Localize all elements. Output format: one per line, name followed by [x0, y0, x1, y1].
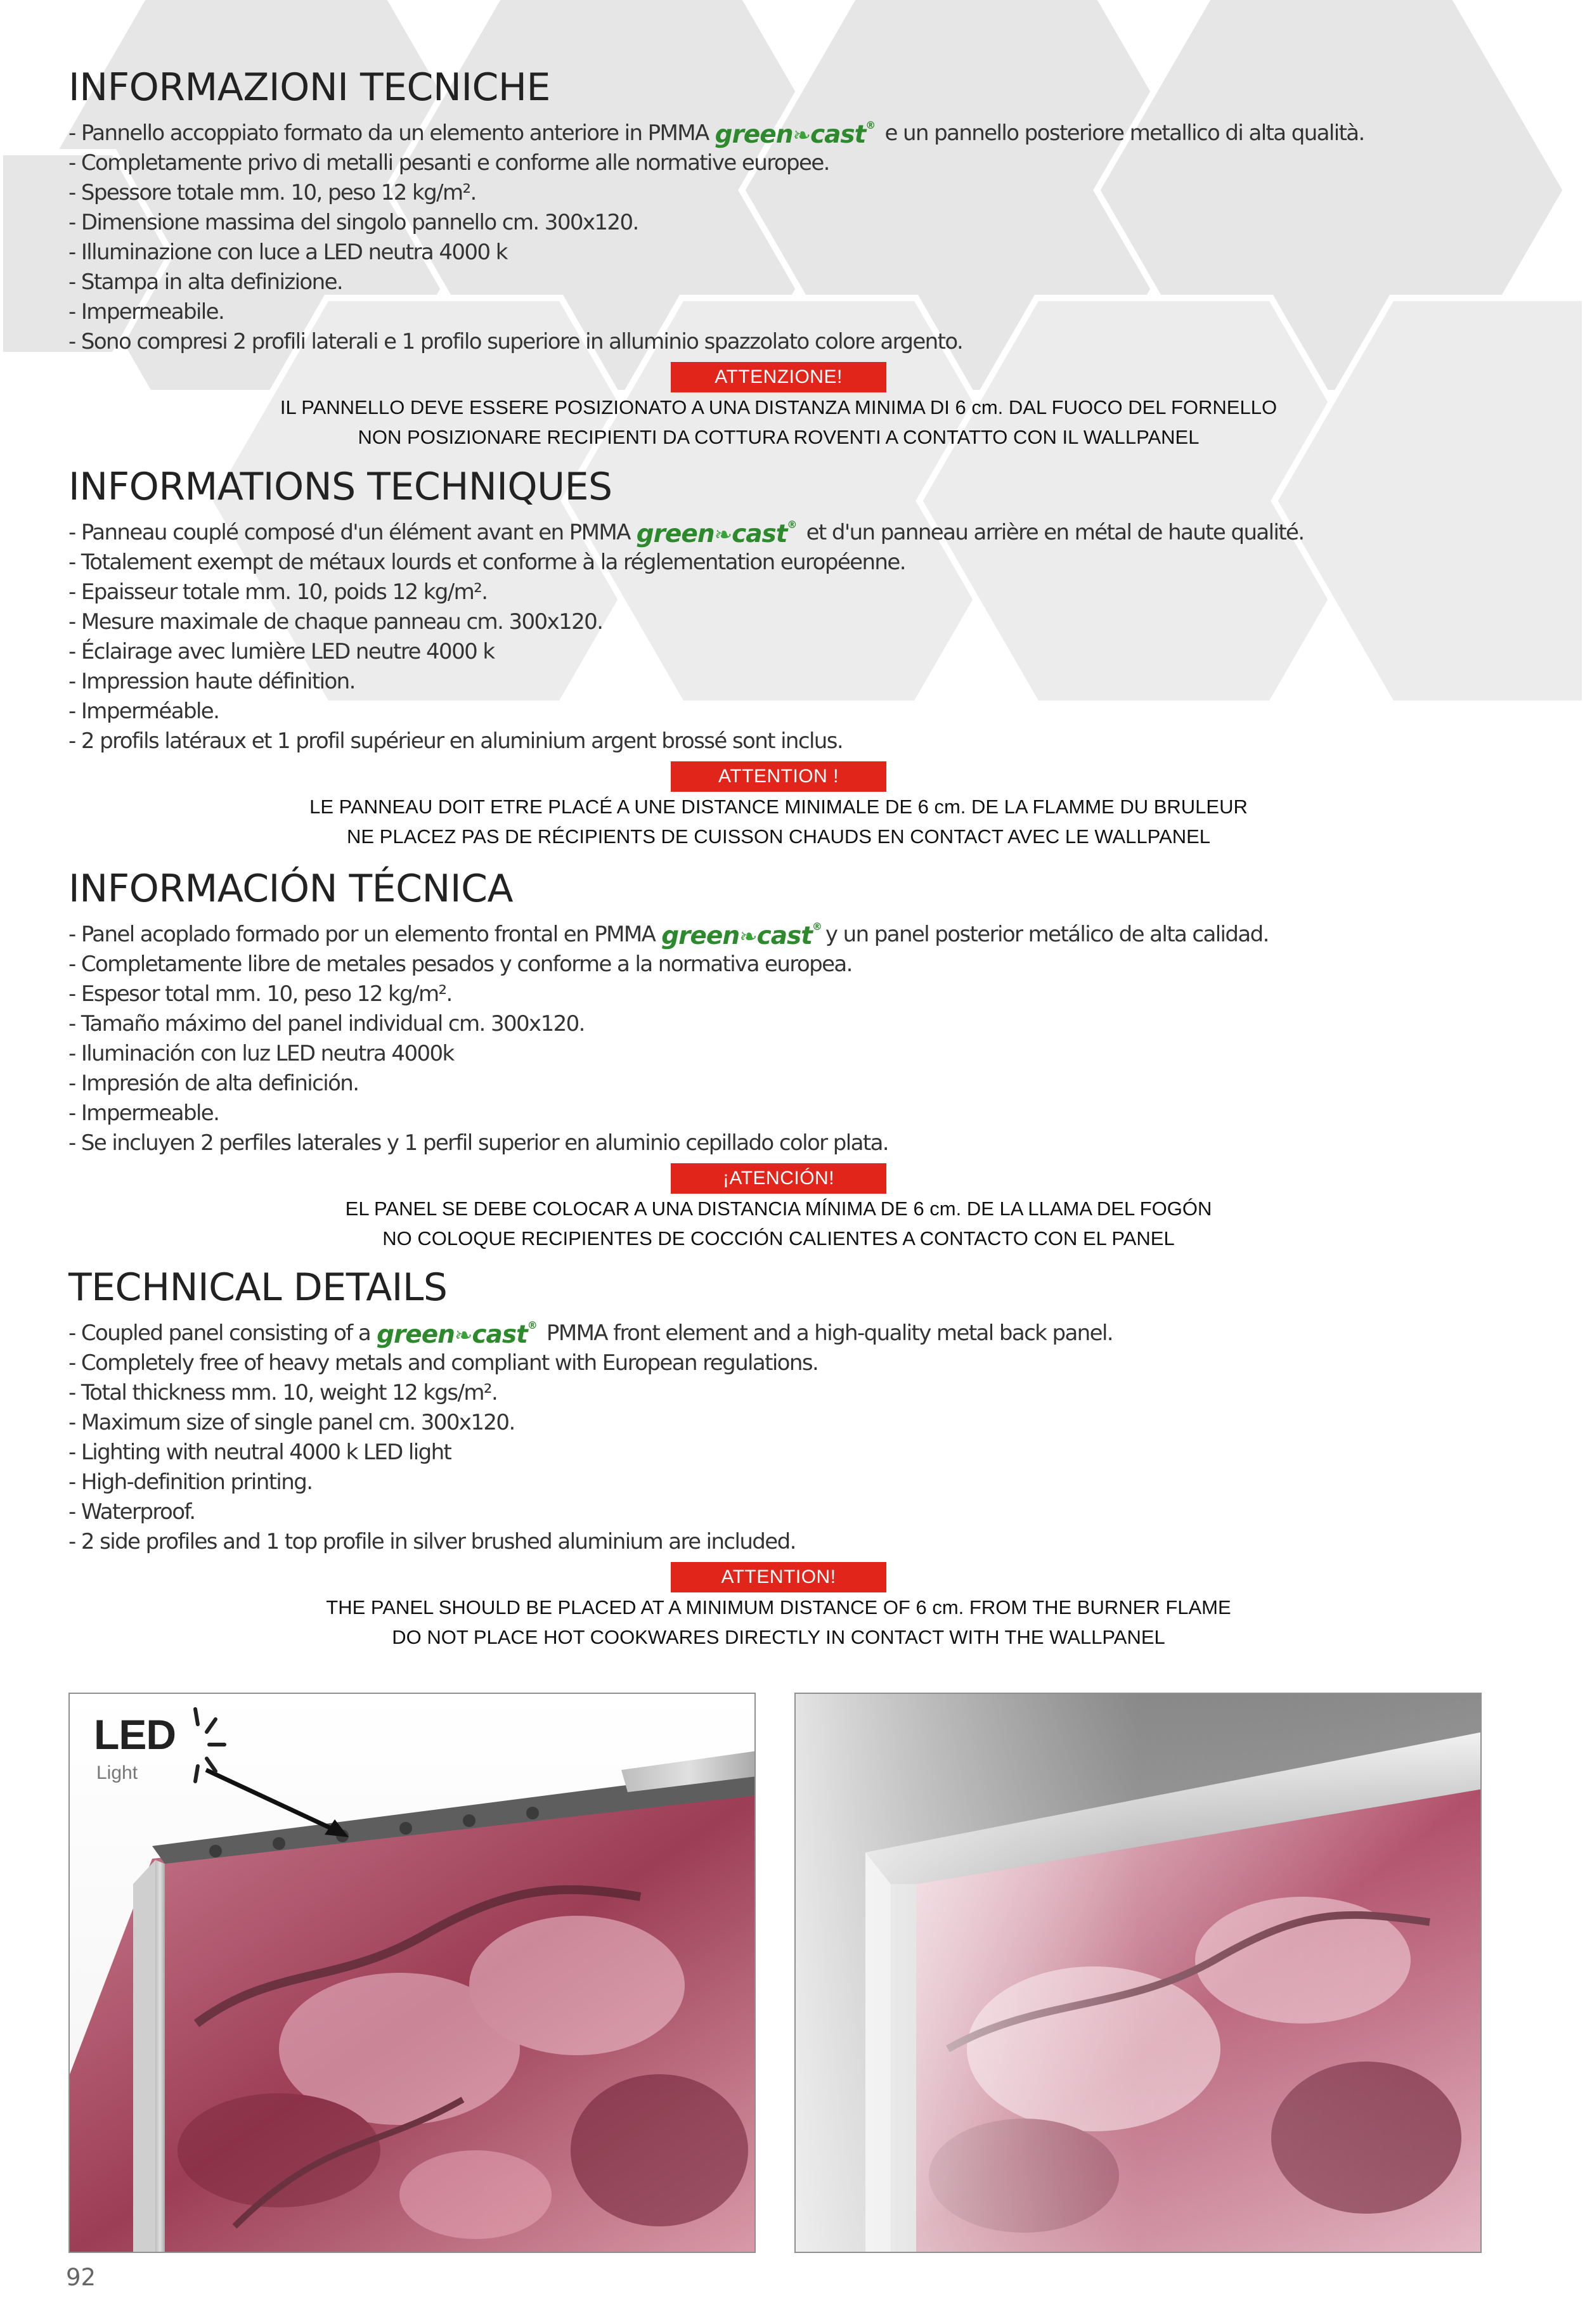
photo-aluminium-profile — [794, 1693, 1482, 2253]
led-light-icon — [170, 1705, 227, 1788]
warning-block — [68, 362, 1489, 452]
spec-line — [68, 548, 1489, 578]
led-logo-subtext: Light — [96, 1762, 138, 1783]
spec-line — [68, 1468, 1489, 1497]
spec-text: - Panel acoplado formado por un elemento frontal en PMMA — [68, 922, 656, 947]
section-title: INFORMAZIONI TECNICHE — [68, 65, 550, 110]
spec-line — [68, 726, 1489, 756]
greencast-logo-cast: cast — [810, 120, 866, 149]
warning-block — [68, 1562, 1489, 1652]
warning-badge: ¡ATENCIÓN! — [671, 1163, 886, 1194]
warning-badge: ATTENTION! — [671, 1562, 886, 1592]
warning-text: EL PANEL SE DEBE COLOCAR A UNA DISTANCIA MÍNIMA DE 6 cm. DE LA LLAMA DEL FOGÓN — [345, 1198, 1212, 1220]
spec-line — [68, 950, 1489, 979]
spec-text: - Pannello accoppiato formato da un elemento anteriore in PMMA — [68, 120, 709, 146]
greencast-logo-cast: cast — [472, 1320, 527, 1349]
spec-text: - Panneau couplé composé d'un élément avant en PMMA — [68, 520, 630, 545]
registered-mark: ® — [787, 519, 797, 531]
warning-text: NO COLOQUE RECIPIENTES DE COCCIÓN CALIENTES A CONTACTO CON EL PANEL — [382, 1227, 1175, 1249]
spec-text: - Completamente libre de metales pesados y conforme a la normativa europea. — [68, 952, 852, 977]
page-number: 92 — [66, 2264, 96, 2291]
spec-text: - 2 side profiles and 1 top profile in silver brushed aluminium are included. — [68, 1529, 796, 1554]
warning-text: DO NOT PLACE HOT COOKWARES DIRECTLY IN CONTACT WITH THE WALLPANEL — [392, 1626, 1165, 1648]
spec-line — [68, 607, 1489, 637]
spec-text: - Espesor total mm. 10, peso 12 kg/m². — [68, 981, 452, 1007]
led-light-logo — [94, 1705, 240, 1788]
section-title: INFORMACIÓN TÉCNICA — [68, 867, 514, 911]
spec-line — [68, 979, 1489, 1009]
spec-text-continued: y un panel posterior metálico de alta calidad. — [825, 922, 1269, 947]
spec-text-continued: PMMA front element and a high-quality metal back panel. — [540, 1320, 1113, 1346]
spec-line — [68, 1128, 1489, 1158]
spec-text: - Total thickness mm. 10, weight 12 kgs/m². — [68, 1380, 498, 1405]
warning-text: THE PANEL SHOULD BE PLACED AT A MINIMUM DISTANCE OF 6 cm. FROM THE BURNER FLAME — [326, 1596, 1231, 1618]
section-title: INFORMATIONS TECHNIQUES — [68, 465, 612, 509]
leaf-icon: ❧ — [739, 924, 757, 950]
info-section — [68, 866, 1489, 1253]
spec-text-continued: e un pannello posteriore metallico di alta qualità. — [879, 120, 1364, 146]
warning-block — [68, 761, 1489, 851]
spec-line — [68, 1039, 1489, 1069]
spec-text: - Impresión de alta definición. — [68, 1071, 359, 1096]
spec-line — [68, 297, 1489, 327]
spec-line — [68, 1313, 1489, 1348]
spec-text: - Illuminazione con luce a LED neutra 4000 k — [68, 240, 507, 265]
spec-text: - Lighting with neutral 4000 k LED light — [68, 1440, 451, 1465]
warning-text: NE PLACEZ PAS DE RÉCIPIENTS DE CUISSON CHAUDS EN CONTACT AVEC LE WALLPANEL — [346, 825, 1211, 848]
greencast-logo-green: green — [715, 120, 793, 149]
spec-text: - Éclairage avec lumière LED neutre 4000 k — [68, 639, 495, 664]
spec-line — [68, 178, 1489, 208]
info-section — [68, 464, 1489, 851]
spec-line — [68, 1009, 1489, 1039]
greencast-logo — [377, 1313, 537, 1348]
spec-text: - Stampa in alta definizione. — [68, 269, 343, 295]
greencast-logo — [715, 113, 876, 148]
spec-line — [68, 1527, 1489, 1557]
greencast-logo-green: green — [661, 922, 740, 950]
spec-text: - Iluminación con luz LED neutra 4000k — [68, 1041, 454, 1066]
spec-line — [68, 113, 1489, 148]
led-logo-text: LED — [94, 1711, 176, 1758]
spec-text: - Dimensione massima del singolo pannello cm. 300x120. — [68, 210, 638, 235]
spec-line — [68, 208, 1489, 238]
greencast-logo — [637, 512, 797, 548]
spec-text: - Sono compresi 2 profili laterali e 1 profilo superiore in alluminio spazzolato colore argento. — [68, 329, 963, 354]
spec-text: - High-definition printing. — [68, 1469, 313, 1495]
info-section — [68, 65, 1489, 452]
warning-block — [68, 1163, 1489, 1253]
greencast-logo — [661, 914, 822, 950]
spec-line — [68, 238, 1489, 268]
spec-line — [68, 667, 1489, 697]
spec-line — [68, 512, 1489, 548]
spec-line — [68, 1099, 1489, 1128]
spec-line — [68, 914, 1489, 950]
spec-text: - Completely free of heavy metals and compliant with European regulations. — [68, 1350, 818, 1376]
leaf-icon: ❧ — [454, 1323, 472, 1348]
section-title: TECHNICAL DETAILS — [68, 1265, 448, 1310]
spec-text: - Waterproof. — [68, 1499, 195, 1525]
spec-text: - Impermeable. — [68, 1101, 219, 1126]
warning-badge: ATTENTION ! — [671, 761, 886, 792]
spec-line — [68, 148, 1489, 178]
spec-line — [68, 697, 1489, 726]
spec-text: - Totalement exempt de métaux lourds et conforme à la réglementation européenne. — [68, 550, 905, 575]
warning-text: IL PANNELLO DEVE ESSERE POSIZIONATO A UNA DISTANZA MINIMA DI 6 cm. DAL FUOCO DEL FORNELLO — [280, 396, 1278, 418]
spec-text: - Epaisseur totale mm. 10, poids 12 kg/m². — [68, 579, 488, 605]
warning-text: LE PANNEAU DOIT ETRE PLACÉ A UNE DISTANCE MINIMALE DE 6 cm. DE LA FLAMME DU BRULEUR — [309, 796, 1248, 818]
greencast-logo-green: green — [377, 1320, 455, 1349]
spec-text: - Se incluyen 2 perfiles laterales y 1 perfil superior en aluminio cepillado color plata. — [68, 1130, 889, 1156]
registered-mark: ® — [812, 920, 822, 933]
spec-text: - Imperméable. — [68, 699, 219, 724]
spec-text: - Mesure maximale de chaque panneau cm. 300x120. — [68, 609, 603, 635]
info-section — [68, 1265, 1489, 1652]
spec-line — [68, 327, 1489, 357]
spec-text: - Impermeabile. — [68, 299, 224, 325]
spec-line — [68, 268, 1489, 297]
warning-text: NON POSIZIONARE RECIPIENTI DA COTTURA ROVENTI A CONTATTO CON IL WALLPANEL — [358, 426, 1200, 448]
spec-text: - Maximum size of single panel cm. 300x120. — [68, 1410, 515, 1435]
spec-line — [68, 1497, 1489, 1527]
spec-line — [68, 637, 1489, 667]
spec-text: - Coupled panel consisting of a — [68, 1320, 371, 1346]
registered-mark: ® — [865, 119, 876, 131]
greencast-logo-green: green — [636, 520, 715, 548]
spec-text: - Completamente privo di metalli pesanti e conforme alle normative europee. — [68, 150, 829, 176]
spec-text: - 2 profils latéraux et 1 profil supérieur en aluminium argent brossé sont inclus. — [68, 728, 843, 754]
spec-text: - Tamaño máximo del panel individual cm. 300x120. — [68, 1011, 585, 1036]
spec-text: - Impression haute définition. — [68, 669, 355, 694]
greencast-logo-cast: cast — [756, 922, 812, 950]
spec-text: - Spessore totale mm. 10, peso 12 kg/m². — [68, 180, 476, 205]
spec-line — [68, 1348, 1489, 1378]
spec-text-continued: et d'un panneau arrière en métal de haute qualité. — [800, 520, 1304, 545]
leaf-icon: ❧ — [792, 123, 810, 148]
warning-badge: ATTENZIONE! — [671, 362, 886, 392]
spec-line — [68, 1408, 1489, 1438]
registered-mark: ® — [527, 1319, 537, 1331]
leaf-icon: ❧ — [714, 522, 732, 548]
spec-line — [68, 1378, 1489, 1408]
spec-line — [68, 578, 1489, 607]
spec-line — [68, 1069, 1489, 1099]
greencast-logo-cast: cast — [732, 520, 787, 548]
spec-line — [68, 1438, 1489, 1468]
